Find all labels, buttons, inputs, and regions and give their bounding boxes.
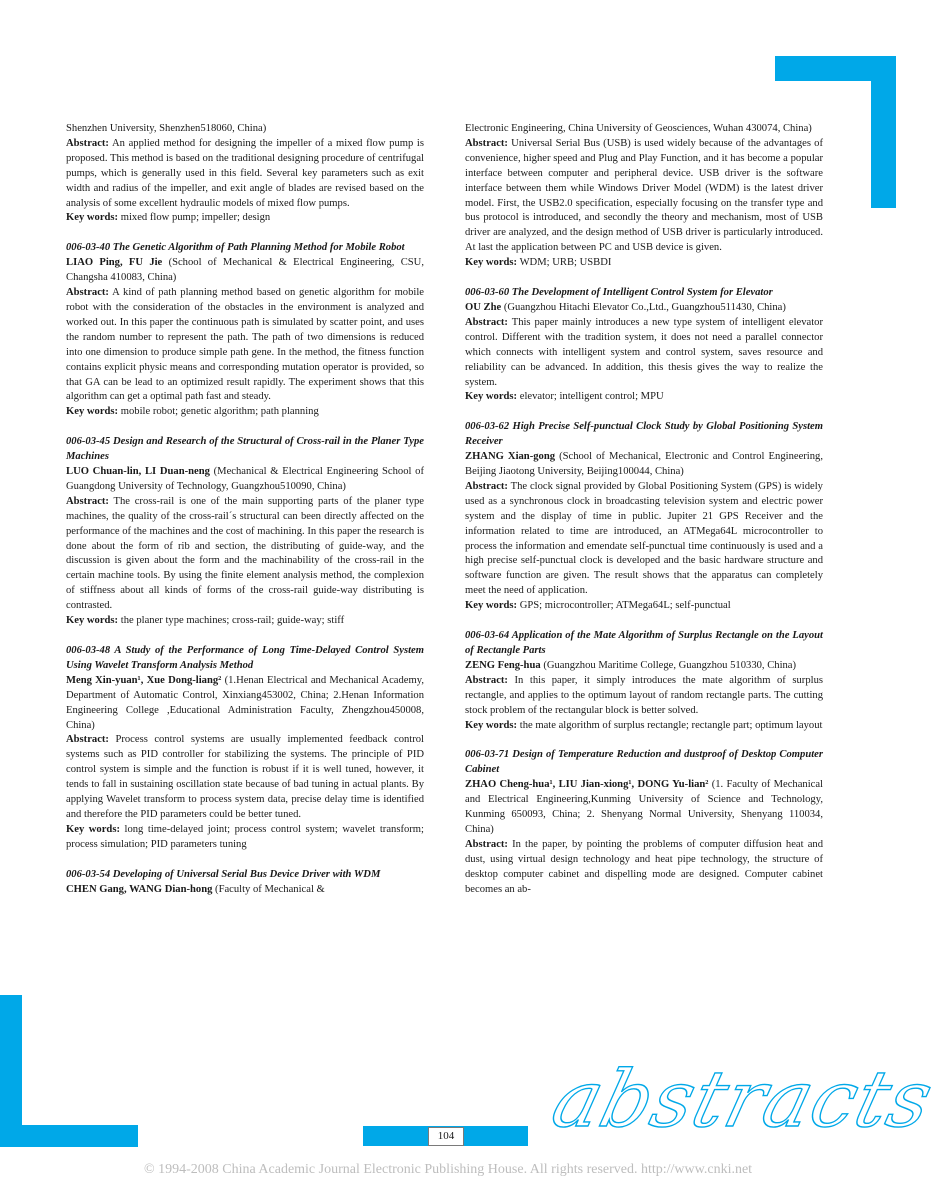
field-label: Key words: — [465, 600, 518, 612]
author-line — [66, 256, 424, 286]
field-text: the mate algorithm of surplus rectangle; rectangle part; optimum layout — [519, 719, 823, 731]
field-label: Abstract: — [465, 316, 508, 328]
field-text: long time-delayed joint; process control system; wavelet transform; process simulation; PID parameters tuning — [66, 823, 424, 850]
field-text: The clock signal provided by Global Positioning System (GPS) is widely used as a synchronous clock in broadcasting television system and electric power system and the display of time in public. Jupiter 21 GPS Receiver and the information related to time are introduced, an ATMega64L microcontroller to process the information and emendate self-punctual time continuously is used and a high precise self-punctual clock is developed and the basic hardware structure and software function are given. The result shows that the apparatus can completely meet the need of application. — [465, 480, 823, 597]
block-gap — [465, 733, 823, 748]
right-column — [465, 122, 823, 898]
author-names: Meng Xin-yuan¹, Xue Dong-liang² — [66, 674, 222, 686]
field-text: mixed flow pump; impeller; design — [120, 212, 271, 224]
field-label: Abstract: — [465, 137, 508, 149]
author-line — [66, 674, 424, 734]
author-names: LIAO Ping, FU Jie — [66, 257, 163, 269]
keywords-line — [465, 719, 823, 734]
author-line — [465, 659, 823, 674]
author-affiliation: (School of Mechanical & Electrical Engineering, CSU, Changsha 410083, China) — [66, 257, 424, 284]
block-gap — [66, 853, 424, 868]
article-title: 006-03-60 The Development of Intelligent Control System for Elevator — [465, 287, 773, 299]
author-line — [66, 465, 424, 495]
article-title: 006-03-54 Developing of Universal Serial Bus Device Driver with WDM — [66, 868, 381, 880]
author-names: ZENG Feng-hua — [465, 659, 541, 671]
field-text: A kind of path planning method based on genetic algorithm for mobile robot with the consideration of the obstacles in the environment is analyzed and worked out. In this paper the continuous path is simulated by scatter point, and uses the random number to represent the path. The path of two dimensions is reduced into one dimension to produce simple path gene. In the method, the fitness function contains explicit physic means and corresponding mutation operator is provided, so that GA can be lead to an optimized result rapidly. The experiment shows that this algorithm can get a optimal path fast and steady. — [66, 287, 424, 403]
author-names: CHEN Gang, WANG Dian-hong — [66, 883, 213, 895]
field-text: Process control systems are usually implemented feedback control systems such as PID controller for stabilizing the systems. The principle of PID control system is simple and the function is robust if it is well tuned, however, it tends to fall in sustaining oscillation state because of bad tuning in actual plants. By applying Wavelet transform to process system data, precise delay time is identified and therefore the PID parameters could be better tuned. — [66, 734, 424, 820]
author-names: LUO Chuan-lin, LI Duan-neng — [66, 466, 210, 478]
block-gap — [465, 271, 823, 286]
abstract-text — [66, 733, 424, 822]
page-number: 104 — [428, 1127, 464, 1146]
field-label: Abstract: — [465, 674, 508, 686]
field-label: Key words: — [66, 212, 119, 224]
field-label: Abstract: — [465, 838, 508, 850]
abstract-text — [465, 480, 823, 599]
abstract-text — [465, 316, 823, 391]
field-label: Abstract: — [66, 495, 109, 507]
bottom-left-accent-bar — [0, 1125, 138, 1147]
field-text: mobile robot; genetic algorithm; path planning — [120, 406, 319, 418]
field-text: In this paper, it simply introduces the mate algorithm of surplus rectangle, and applies to the optimum layout of random rectangle parts. The cutting stock problem of the rectangular block is better solved. — [465, 674, 823, 716]
author-names: ZHANG Xian-gong — [465, 451, 556, 463]
article-title: 006-03-48 A Study of the Performance of Long Time-Delayed Control System Using Wavelet Transform Analysis Method — [66, 645, 424, 671]
keywords-line — [66, 823, 424, 853]
affiliation-text: Electronic Engineering, China University of Geosciences, Wuhan 430074, China) — [465, 123, 812, 134]
field-text: This paper mainly introduces a new type system of intelligent elevator control. Different with the tradition system, it does not need a parallel connector which connects with intelligent system and control system, saves resource and reliability can be advanced. In addition, this thesis gives the way to realize the system. — [465, 316, 823, 388]
author-names: OU Zhe — [465, 301, 502, 313]
field-text: the planer type machines; cross-rail; guide-way; stiff — [120, 615, 345, 627]
author-affiliation: (Guangzhou Hitachi Elevator Co.,Ltd., Guangzhou511430, China) — [503, 301, 786, 313]
author-line — [465, 450, 823, 480]
field-label: Abstract: — [66, 287, 109, 299]
field-text: An applied method for designing the impeller of a mixed flow pump is proposed. This method is based on the traditional designing procedure of centrifugal pumps, which is generally used in this field. Several key parameters such as exit width and radius of the impeller, and exit angle of blades are revised based on the analysis of some excellent hydraulic models of mixed flow pumps. — [66, 137, 424, 209]
keywords-line — [66, 614, 424, 629]
keywords-line — [66, 211, 424, 226]
keywords-line — [465, 390, 823, 405]
field-text: Universal Serial Bus (USB) is used widely because of the advantages of convenience, higher speed and Plug and Play Function, and it has become a popular interface between computer and peripheral device. USB driver is the software interface between them while Windows Driver Model (WDM) is the latest driver model. First, the USB2.0 specification, especially focusing on the transfer type and bus protocol is introduced, and secondly the theory and mechanism, most of USB driver are analyzed, and the design method of USB driver is particularly introduced. At last the application between PC and USB device is given. — [465, 137, 823, 254]
field-text: In the paper, by pointing the problems of computer diffusion heat and dust, using virtual design technology and heat pipe technology, the structure of desktop computer cabinet and dispelling mode are designed. Computer cabinet becomes an ab- — [465, 838, 823, 895]
field-label: Key words: — [465, 719, 518, 731]
field-text: elevator; intelligent control; MPU — [519, 391, 664, 403]
article-title: 006-03-71 Design of Temperature Reduction and dustproof of Desktop Computer Cabinet — [465, 749, 823, 776]
right-edge-accent-bar — [871, 56, 896, 208]
field-label: Abstract: — [465, 480, 508, 492]
keywords-line — [465, 599, 823, 614]
author-affiliation: (1. Faculty of Mechanical and Electrical Engineering,Kunming University of Science and Technology, Kunming 650093, China; 2. Shenyang Normal University, Shenyang 110034, China) — [465, 779, 823, 835]
field-label: Abstract: — [66, 734, 109, 746]
affiliation-text: Shenzhen University, Shenzhen518060, China) — [66, 123, 267, 134]
author-affiliation: (Mechanical & Electrical Engineering School of Guangdong University of Technology, Guangzhou510090, China) — [66, 466, 424, 492]
article-title: 006-03-40 The Genetic Algorithm of Path Planning Method for Mobile Robot — [66, 242, 405, 254]
abstract-text — [66, 137, 424, 212]
author-line — [66, 883, 424, 898]
field-text: The cross-rail is one of the main supporting parts of the planer type machines, the quality of the cross-rail´s structural can been directly affected on the performance of the machines and the cost of machining. In this paper the research is done about the form of rib and section, the distributing of guide-way, and the discussion is given about the form and the machinability of the cross-rail in the certain machine tools. By using the finite element analysis method, the complexion of stiffness about all kinds of forms of the cross-rail guide-way distributing is contrasted. — [66, 495, 424, 612]
article-title: 006-03-64 Application of the Mate Algorithm of Surplus Rectangle on the Layout of Rectangle Parts — [465, 630, 823, 656]
block-gap — [465, 614, 823, 629]
copyright-footer: © 1994-2008 China Academic Journal Electronic Publishing House. All rights reserved. http://www.cnki.net — [143, 1162, 753, 1177]
article-title: 006-03-62 High Precise Self-punctual Clock Study by Global Positioning System Receiver — [465, 421, 823, 448]
field-text: WDM; URB; USBDI — [519, 257, 612, 269]
block-gap — [66, 226, 424, 241]
block-gap — [66, 629, 424, 644]
abstracts-script-logo: abstracts — [543, 1055, 942, 1145]
field-label: Key words: — [66, 823, 120, 835]
abstract-text — [66, 286, 424, 405]
field-label: Key words: — [66, 615, 119, 627]
field-text: GPS; microcontroller; ATMega64L; self-punctual — [519, 600, 731, 612]
author-affiliation: (Faculty of Mechanical & — [215, 883, 325, 895]
author-line — [465, 778, 823, 838]
author-line — [465, 301, 823, 316]
article-title: 006-03-45 Design and Research of the Structural of Cross-rail in the Planer Type Machines — [66, 436, 424, 463]
keywords-line — [66, 405, 424, 420]
author-affiliation: (School of Mechanical, Electronic and Control Engineering, Beijing Jiaotong University, Beijing100044, China) — [465, 451, 823, 478]
abstract-text — [66, 495, 424, 614]
left-column — [66, 122, 424, 898]
block-gap — [465, 405, 823, 420]
author-affiliation: (1.Henan Electrical and Mechanical Academy, Department of Automatic Control, Xinxiang453002, China; 2.Henan Information Engineering College ,Educational Administration Faculty, Zhengzhou450008, China) — [66, 674, 425, 731]
keywords-line — [465, 256, 823, 271]
abstract-text — [465, 838, 823, 898]
abstract-text — [465, 674, 823, 719]
field-label: Key words: — [66, 406, 119, 418]
author-affiliation: (Guangzhou Maritime College, Guangzhou 510330, China) — [543, 659, 797, 671]
field-label: Abstract: — [66, 137, 109, 149]
author-names: ZHAO Cheng-hua¹, LIU Jian-xiong¹, DONG Yu-lian² — [465, 779, 709, 791]
field-label: Key words: — [465, 391, 518, 403]
abstract-text — [465, 137, 823, 256]
field-label: Key words: — [465, 257, 518, 269]
block-gap — [66, 420, 424, 435]
